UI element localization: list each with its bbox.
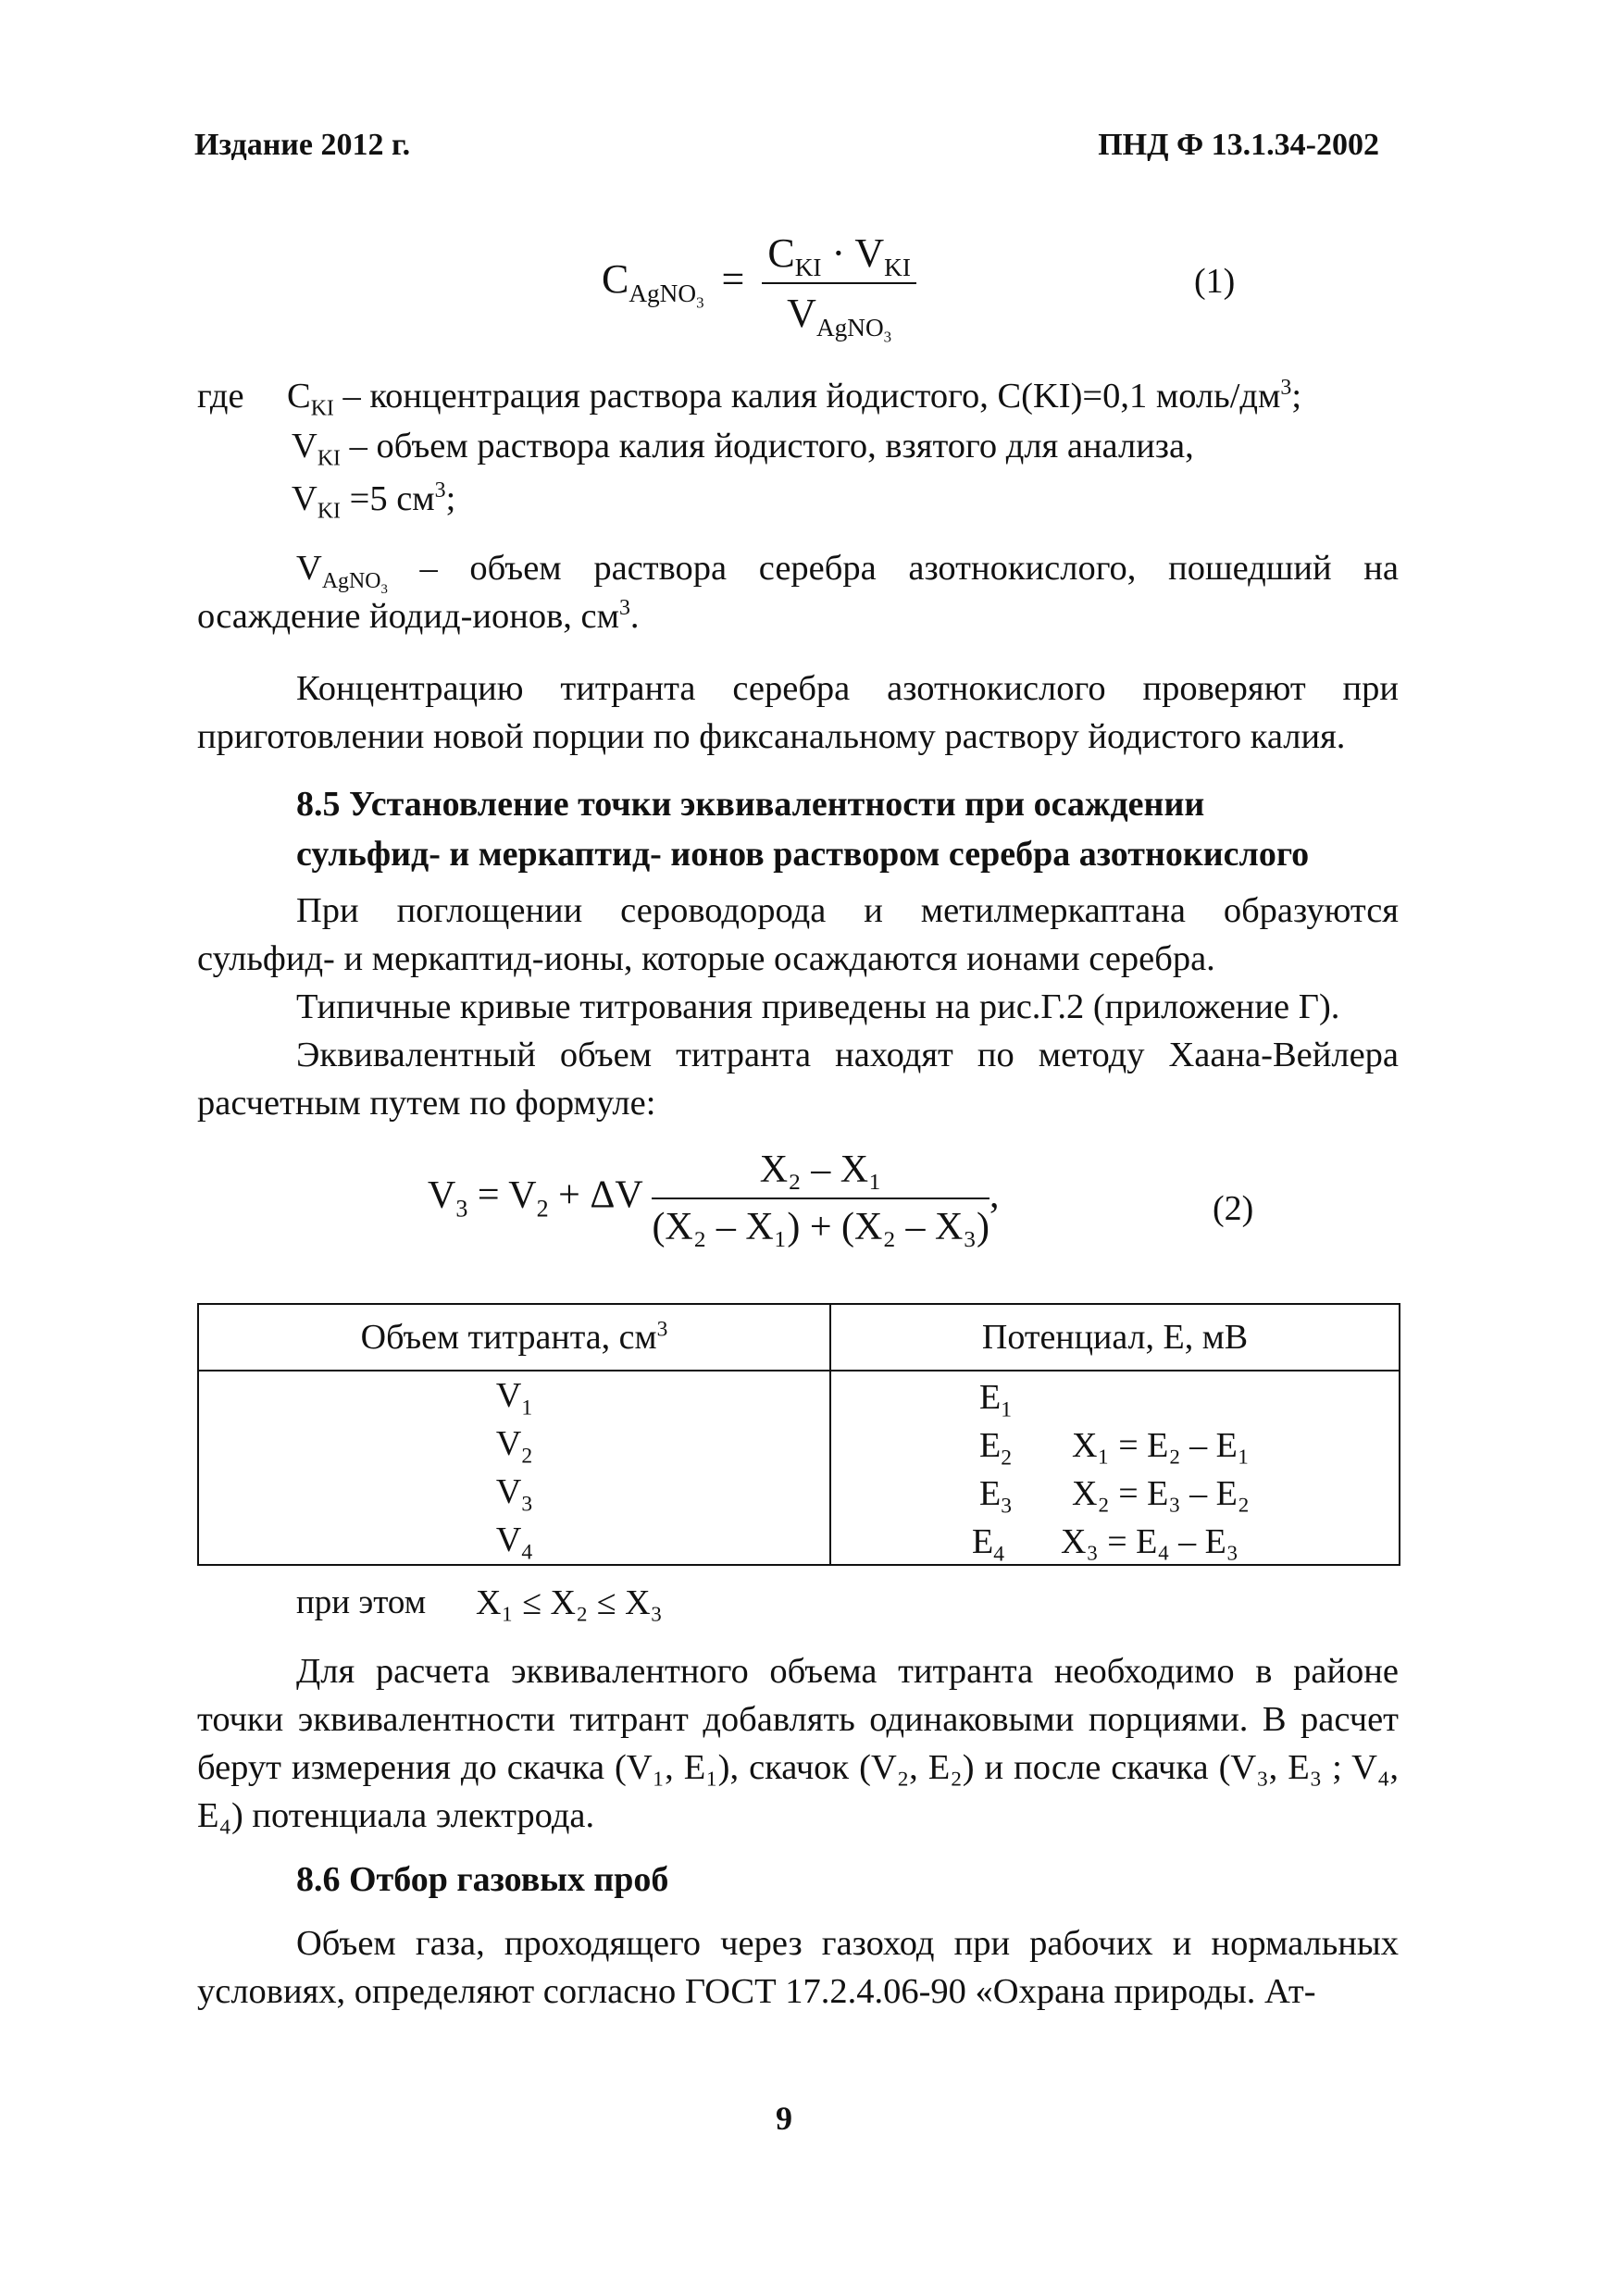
section-8-5-paragraph-3: Эквивалентный объем титранта находят по методу Хаана-Вейлера расчетным путем по формуле: (197, 1036, 1399, 1123)
definition-v-agno3: $V_{AgNO_3}$ – объем раствора серебра азотнокислого, пошедший на осаждение йодид-ионов, $см^3$. (197, 549, 1399, 636)
formula-2-lhs: $V_3$ (428, 1173, 468, 1222)
formula-2-number: (2) (1213, 1189, 1254, 1228)
table-cell-volume: $V_3$ (198, 1468, 830, 1516)
formula-1-number: (1) (1194, 262, 1236, 301)
table-row (198, 1468, 1400, 1516)
definition-v-ki: $V_{KI}$ – объем раствора калия йодистого, взятого для анализа, (292, 427, 1194, 471)
definition-c-ki: $C_{KI}$ – концентрация раствора калия йодистого, C(KI)=0,1 моль/$дм^3$; (287, 376, 1302, 421)
table-cell-potential: $E_3$ X₂ = E₃ – E₂ (830, 1468, 1400, 1516)
condition-expression: X₁ ≤ X₂ ≤ X₃ (476, 1583, 663, 1622)
formula-1 (602, 230, 916, 346)
formula-1-numerator: $C_{KI} \cdot V_{KI}$ (762, 230, 916, 284)
table-row (198, 1371, 1400, 1420)
formula-2 (428, 1148, 999, 1249)
formula-1-equals: = (721, 256, 745, 303)
table-cell-volume: $V_4$ (198, 1516, 830, 1565)
table-row (198, 1420, 1400, 1468)
formula-2-v2: $V_2$ (508, 1173, 549, 1222)
section-8-5-paragraph-2: Типичные кривые титрования приведены на рис.Г.2 (приложение Г). (296, 987, 1340, 1026)
where-label: где (197, 377, 244, 416)
section-8-6-paragraph-1: Объем газа, проходящего через газоход при рабочих и нормальных условиях, определяют согласно ГОСТ 17.2.4.06-90 «Охрана природы. Ат- (197, 1924, 1399, 2011)
formula-2-fraction (652, 1148, 989, 1249)
table-header-potential: Потенциал, E, мВ (830, 1304, 1400, 1371)
table-header-row (198, 1304, 1400, 1371)
table-cell-volume: $V_2$ (198, 1420, 830, 1468)
section-8-5-title-line-1: 8.5 Установление точки эквивалентности при осаждении (296, 785, 1205, 824)
formula-2-denominator: (X₂ – X₁) + (X₂ – X₃) (652, 1206, 989, 1248)
page-number: 9 (776, 2100, 792, 2137)
document-id: ПНД Ф 13.1.34-2002 (1098, 128, 1379, 162)
formula-2-numerator: X₂ – X₁ (652, 1148, 989, 1199)
table-cell-potential: $E_1$ (830, 1371, 1400, 1420)
table-cell-volume: $V_1$ (198, 1371, 830, 1420)
table-row (198, 1516, 1400, 1565)
titration-table (197, 1303, 1400, 1566)
edition-label: Издание 2012 г. (194, 128, 411, 162)
formula-1-fraction (762, 230, 916, 346)
section-8-6-title: 8.6 Отбор газовых проб (296, 1860, 669, 1899)
paragraph-equivalence-calculation: Для расчета эквивалентного объема титранта необходимо в районе точки эквивалентности титрант добавлять одинаковыми порциями. В расчет берут измерения до скачка (V₁, E₁), скачок (V₂, E₂) и после скачка (V₃, E₃ ; V₄, E₄) потенциала электрода. (197, 1652, 1399, 1835)
paragraph-titrant-check: Концентрацию титранта серебра азотнокислого проверяют при приготовлении новой порции по фиксанальному раствору йодистого калия. (197, 669, 1399, 756)
table-cell-potential: $E_4$ X₃ = E₄ – E₃ (830, 1516, 1400, 1565)
section-8-5-paragraph-1: При поглощении сероводорода и метилмеркаптана образуются сульфид- и меркаптид-ионы, которые осаждаются ионами серебра. (197, 891, 1399, 978)
formula-2-equals: = (467, 1173, 509, 1217)
table-header-volume: Объем титранта, $см^3$ (198, 1304, 830, 1371)
value-v-ki: $V_{KI} =5$ $см^3$; (292, 478, 456, 524)
formula-2-comma: , (989, 1173, 1000, 1217)
formula-1-denominator: $V_{AgNO_3}$ (787, 291, 892, 346)
condition-label: при этом (296, 1583, 427, 1621)
formula-2-delta-v: + ΔV (548, 1173, 642, 1217)
table-cell-potential: $E_2$ X₁ = E₂ – E₁ (830, 1420, 1400, 1468)
section-8-5-title-line-2: сульфид- и меркаптид- ионов раствором серебра азотнокислого (296, 835, 1310, 874)
formula-1-lhs: $C_{AgNO_3}$ (602, 256, 704, 312)
